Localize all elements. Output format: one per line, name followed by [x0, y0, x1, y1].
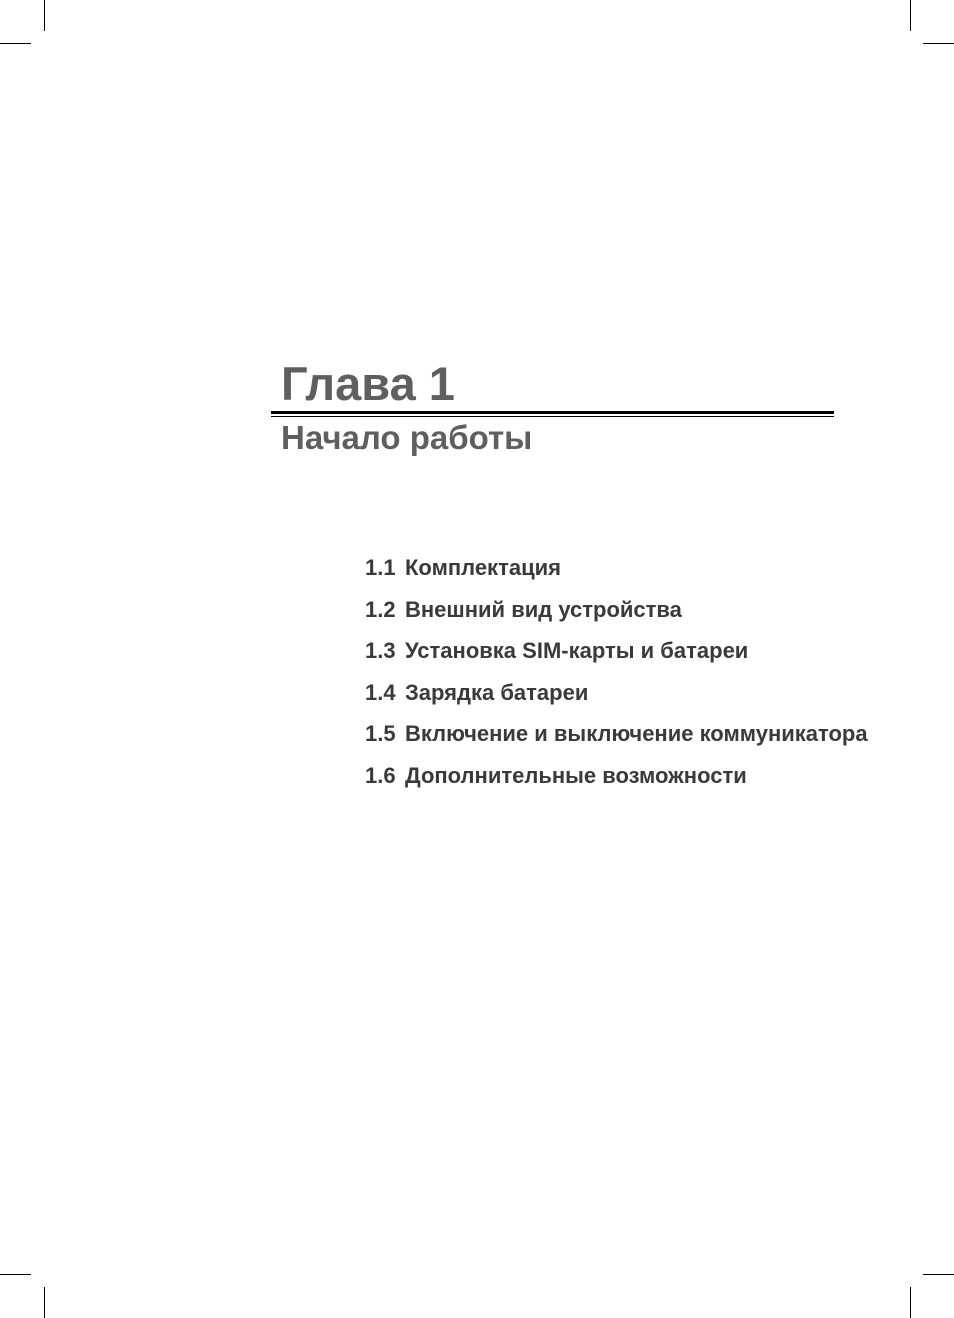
crop-mark-bottom-right-horizontal: [923, 1274, 954, 1275]
toc-item-title: Внешний вид устройства: [405, 596, 682, 622]
toc-item-number: 1.4: [365, 679, 396, 705]
crop-mark-top-right-horizontal: [923, 43, 954, 44]
chapter-contents-list: [365, 553, 885, 802]
toc-item-number: 1.3: [365, 638, 396, 663]
toc-item-1-4: [365, 678, 885, 707]
toc-item-1-3: [365, 636, 885, 665]
toc-item-number: 1.6: [365, 762, 396, 788]
crop-mark-top-right-vertical: [910, 0, 911, 31]
toc-item-1-1: [365, 553, 885, 582]
toc-item-title: Включение и выключение коммуникатора: [405, 721, 868, 746]
toc-item-number: 1.1: [365, 555, 396, 580]
crop-mark-top-left-vertical: [44, 0, 45, 31]
crop-mark-bottom-right-vertical: [910, 1287, 911, 1318]
toc-item-1-6: [365, 761, 885, 790]
chapter-rule-thick: [271, 411, 834, 414]
crop-mark-bottom-left-vertical: [44, 1287, 45, 1318]
crop-mark-top-left-horizontal: [0, 43, 31, 44]
chapter-rule-thin: [271, 416, 834, 417]
toc-item-title: Зарядка батареи: [405, 679, 589, 705]
toc-item-number: 1.5: [365, 721, 396, 746]
crop-mark-bottom-left-horizontal: [0, 1274, 31, 1275]
toc-item-title: Комплектация: [405, 555, 561, 580]
chapter-title: Глава 1: [281, 357, 455, 410]
toc-item-number: 1.2: [365, 596, 396, 622]
toc-item-title: Дополнительные возможности: [405, 762, 747, 788]
toc-item-1-5: [365, 719, 885, 748]
toc-item-title: Установка SIM-карты и батареи: [405, 638, 749, 663]
chapter-subtitle: Начало работы: [281, 419, 533, 456]
toc-item-1-2: [365, 595, 885, 624]
